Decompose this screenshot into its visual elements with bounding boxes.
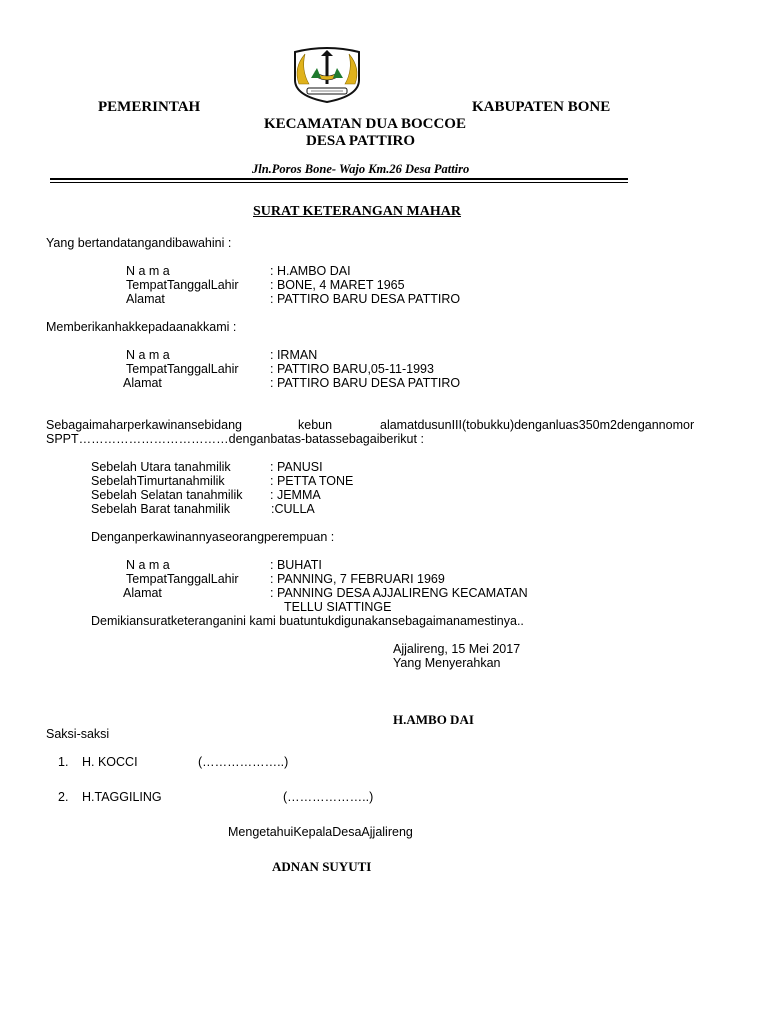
border-north-label: Sebelah Utara tanahmilik — [91, 460, 231, 474]
submitter-label: Yang Menyerahkan — [393, 656, 501, 670]
wife-ttl-label: TempatTanggalLahir — [126, 572, 239, 586]
mahar-text-c: alamatdusunIII(tobukku)denganluas350m2dengannomor — [380, 418, 695, 432]
signer-alamat-label: Alamat — [126, 292, 165, 306]
wife-intro: Denganperkawinannyaseorangperempuan : — [91, 530, 335, 544]
wife-alamat-value: : PANNING DESA AJJALIRENG KECAMATAN — [270, 586, 528, 600]
intro-text: Yang bertandatangandibawahini : — [46, 236, 232, 250]
recipient-alamat-label: Alamat — [123, 376, 162, 390]
witness-2-signature: (………………..) — [283, 790, 374, 804]
witness-2-number: 2. — [58, 790, 69, 804]
witness-1-signature: (………………..) — [198, 755, 289, 769]
mahar-text-a: Sebagaimaharperkawinansebidang — [46, 418, 242, 432]
giving-intro: Memberikanhakkepadaanakkami : — [46, 320, 237, 334]
border-south-label: Sebelah Selatan tanahmilik — [91, 488, 243, 502]
mahar-text-b: kebun — [298, 418, 333, 432]
header-address: Jln.Poros Bone- Wajo Km.26 Desa Pattiro — [252, 162, 470, 176]
village-head-name: ADNAN SUYUTI — [272, 859, 372, 874]
wife-ttl-value: : PANNING, 7 FEBRUARI 1969 — [270, 572, 445, 586]
border-south-value: : JEMMA — [270, 488, 321, 502]
mahar-text-line2: SPPT………………………………denganbatas-batassebagaiberikut : — [46, 432, 424, 446]
header-divider-thin — [50, 182, 628, 183]
header-left-title: PEMERINTAH — [98, 99, 201, 115]
wife-alamat-value-2: TELLU SIATTINGE — [284, 600, 392, 614]
header-village: DESA PATTIRO — [306, 133, 416, 149]
witness-heading: Saksi-saksi — [46, 727, 110, 741]
border-west-value: :CULLA — [271, 502, 315, 516]
submitter-name: H.AMBO DAI — [393, 712, 474, 727]
acknowledge-text: MengetahuiKepalaDesaAjjalireng — [228, 825, 413, 839]
signer-ttl-value: : BONE, 4 MARET 1965 — [270, 278, 405, 292]
border-east-label: SebelahTimurtanahmilik — [91, 474, 225, 488]
signer-name-value: : H.AMBO DAI — [270, 264, 351, 278]
signer-ttl-label: TempatTanggalLahir — [126, 278, 239, 292]
witness-2-name: H.TAGGILING — [82, 790, 162, 804]
recipient-name-value: : IRMAN — [270, 348, 318, 362]
border-north-value: : PANUSI — [270, 460, 323, 474]
place-date: Ajjalireng, 15 Mei 2017 — [393, 642, 521, 656]
signer-name-label: N a m a — [126, 264, 170, 278]
recipient-ttl-value: : PATTIRO BARU,05-11-1993 — [270, 362, 434, 376]
letter-title: SURAT KETERANGAN MAHAR — [253, 204, 461, 219]
witness-1-number: 1. — [58, 755, 69, 769]
closing-text: Demikiansuratketeranganini kami buatuntukdigunakansebagaimanamestinya.. — [91, 614, 524, 628]
wife-name-value: : BUHATI — [270, 558, 322, 572]
signer-alamat-value: : PATTIRO BARU DESA PATTIRO — [270, 292, 461, 306]
recipient-ttl-label: TempatTanggalLahir — [126, 362, 239, 376]
regency-emblem — [285, 44, 369, 104]
wife-name-label: N a m a — [126, 558, 170, 572]
header-right-title: KABUPATEN BONE — [472, 99, 611, 115]
witness-1-name: H. KOCCI — [82, 755, 138, 769]
header-district: KECAMATAN DUA BOCCOE — [264, 116, 466, 132]
header-divider-thick — [50, 178, 628, 180]
recipient-alamat-value: : PATTIRO BARU DESA PATTIRO — [270, 376, 461, 390]
wife-alamat-label: Alamat — [123, 586, 162, 600]
border-east-value: : PETTA TONE — [270, 474, 354, 488]
recipient-name-label: N a m a — [126, 348, 170, 362]
border-west-label: Sebelah Barat tanahmilik — [91, 502, 230, 516]
